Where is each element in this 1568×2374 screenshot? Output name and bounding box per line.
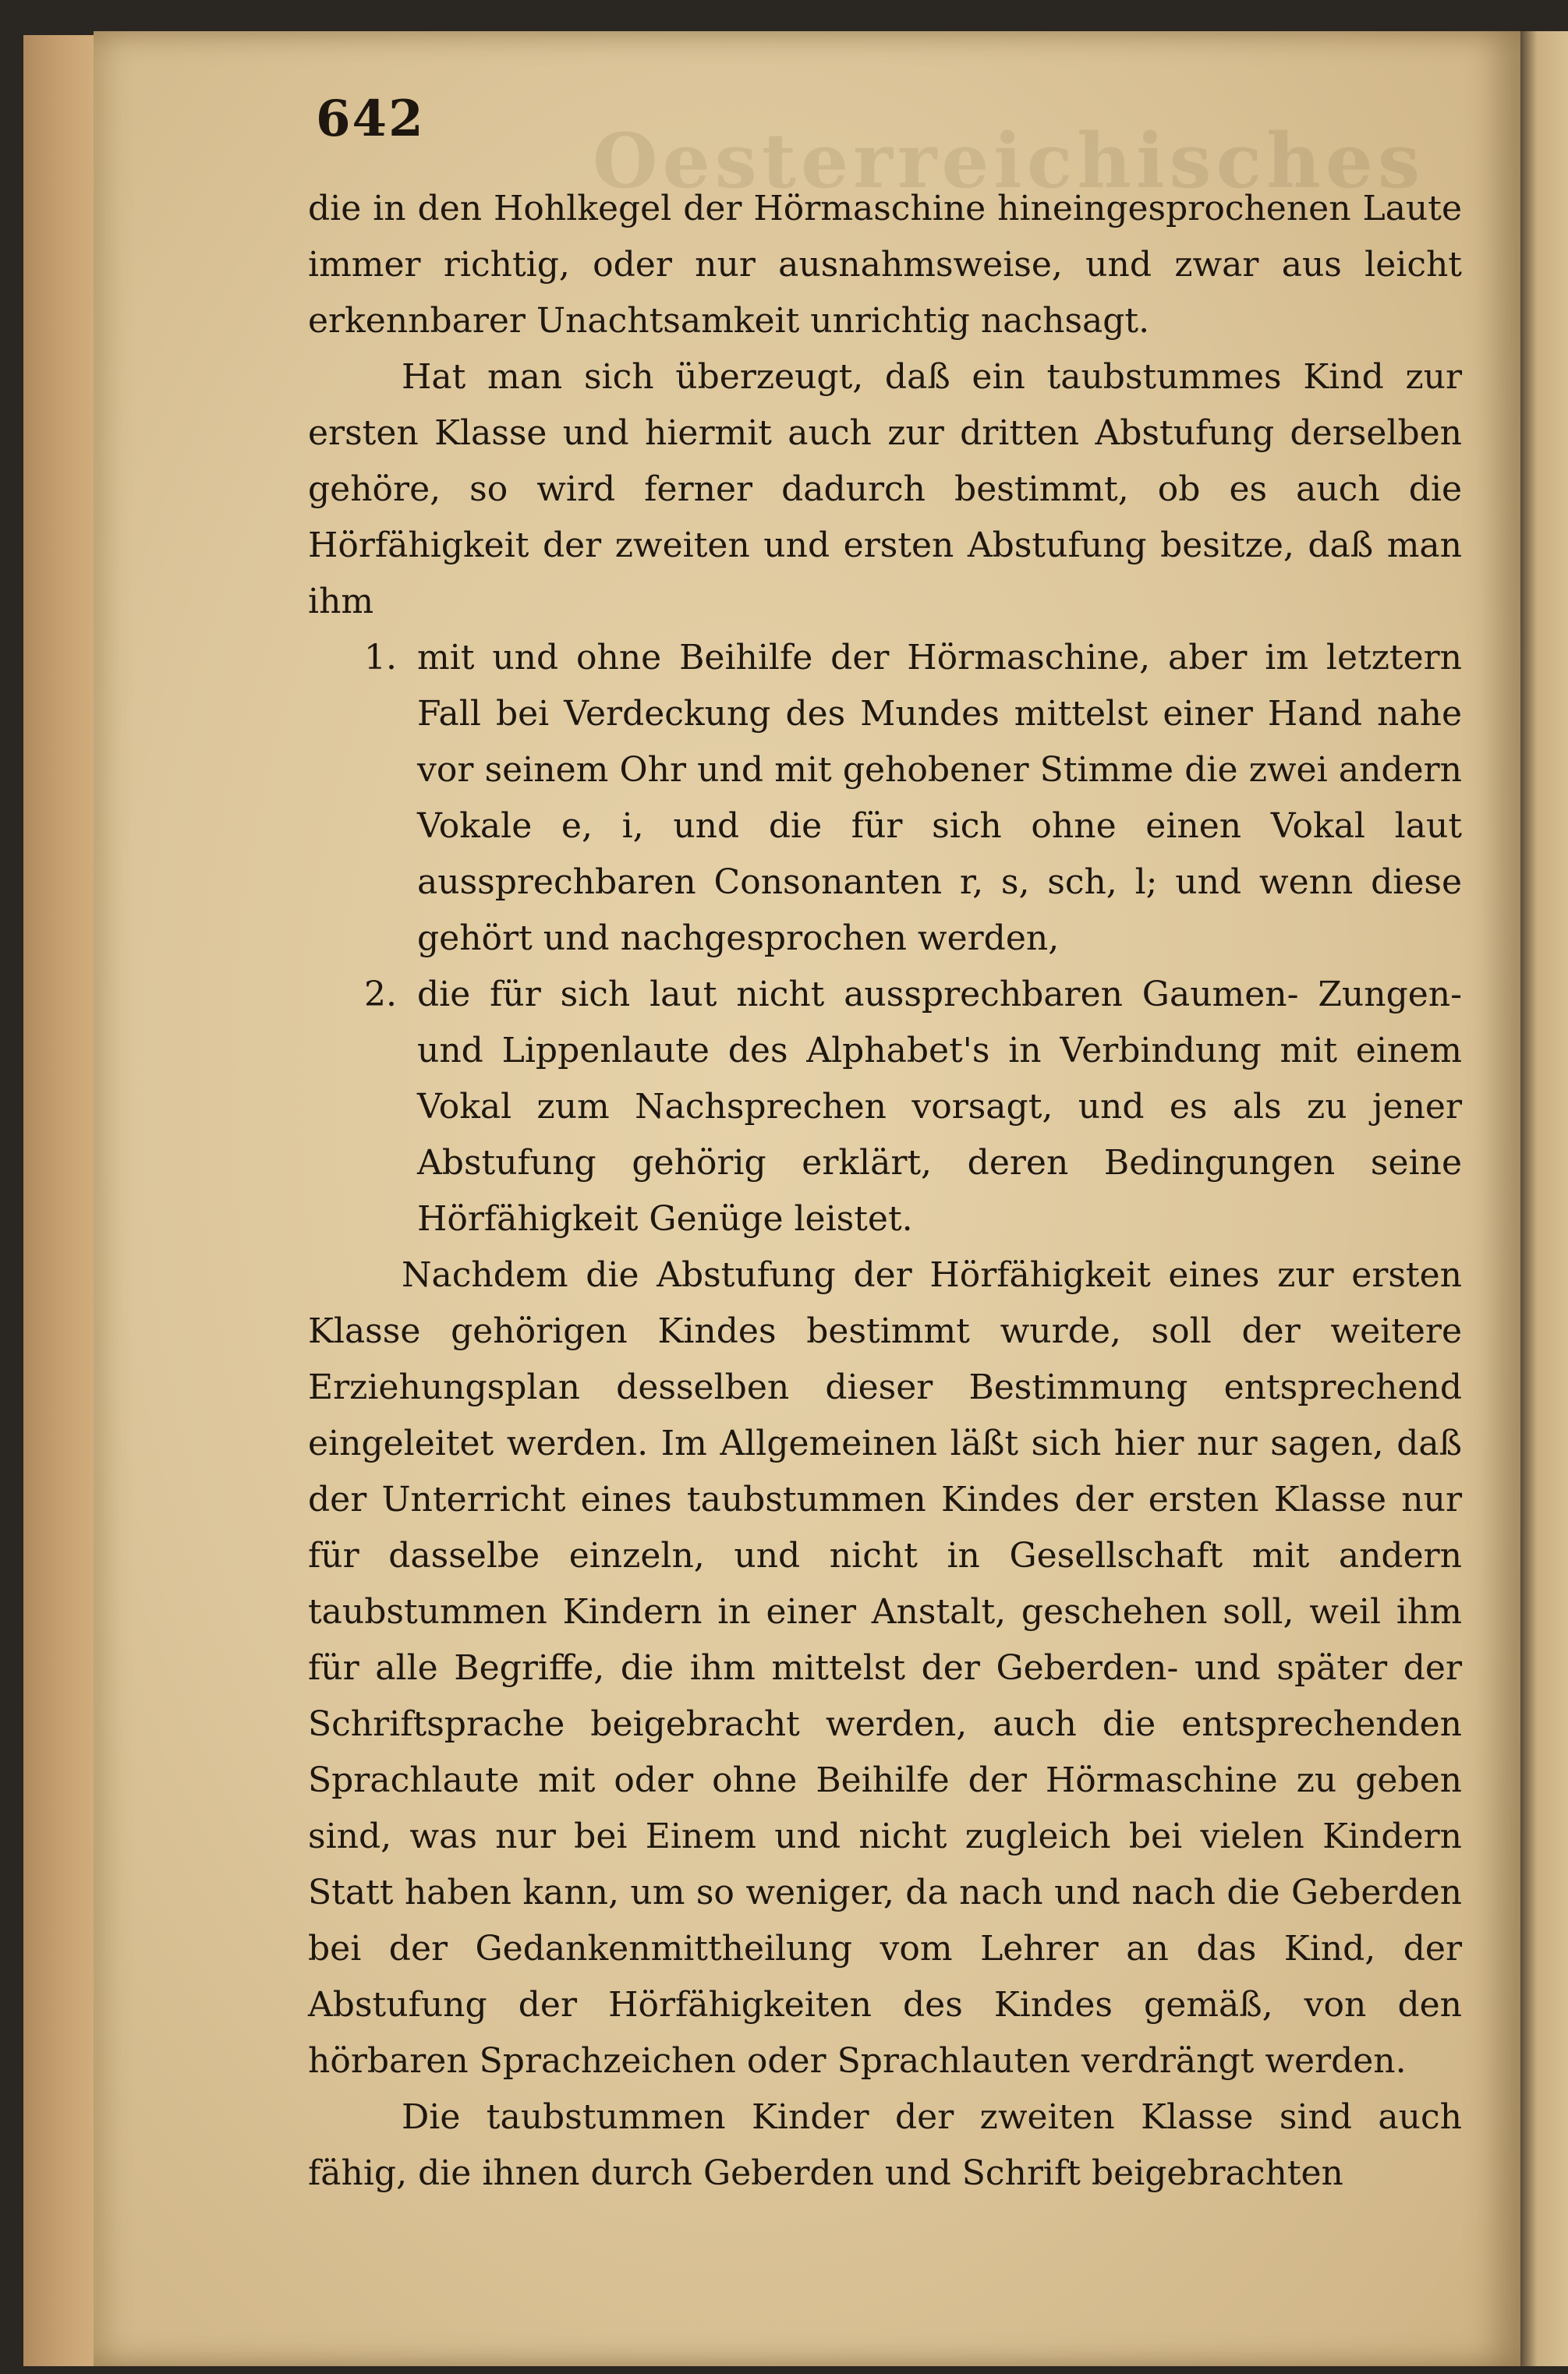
paragraph-1: die in den Hohlkegel der Hörmaschine hineingesprochenen Laute immer richtig, oder nur ausnahmsweise, und zwar aus leicht erkennbarer Unachtsamkeit unrichtig nachsagt. bbox=[308, 189, 1462, 341]
paragraph-3: Nachdem die Abstufung der Hörfähigkeit eines zur ersten Klasse gehörigen Kindes bestimmt wurde, soll der weitere Erziehungsplan desselben dieser Bestimmung entsprechend eingeleitet werden. Im Allgemeinen läßt sich hier nur sagen, daß der Unterricht eines taubstummen Kindes der ersten Klasse nur für dasselbe einzeln, und nicht in Gesellschaft mit andern taubstummen Kindern in einer Anstalt, geschehen soll, weil ihm für alle Begriffe, die ihm mittelst der Geberden- und später der Schriftsprache beigebracht werden, auch die entsprechenden Sprachlaute mit oder ohne Beihilfe der Hörmaschine zu geben sind, was nur bei Einem und nicht zugleich bei vielen Kindern Statt haben kann, um so weniger, da nach und nach die Geberden bei der Gedankenmittheilung vom Lehrer an das Kind, der Abstufung der Hörfähigkeiten des Kindes gemäß, von den hörbaren Sprachzeichen oder Sprachlauten verdrängt werden. bbox=[308, 1255, 1462, 2081]
list-item-2 bbox=[308, 967, 1462, 1247]
list-item-1 bbox=[308, 630, 1462, 967]
list-text: mit und ohne Beihilfe der Hörmaschine, aber im letztern Fall bei Verdeckung des Mundes mittelst einer Hand nahe vor seinem Ohr und mit gehobener Stimme die zwei andern Vokale e, i, und die für sich ohne einen Vokal laut aussprechbaren Consonanten r, s, sch, l; und wenn diese gehört und nachgesprochen werden, bbox=[417, 638, 1462, 958]
bleed-through-header: Oesterreichisches bbox=[593, 117, 1425, 205]
paragraph-2: Hat man sich überzeugt, daß ein taubstummes Kind zur ersten Klasse und hiermit auch zur dritten Abstufung derselben gehöre, so wird ferner dadurch bestimmt, ob es auch die Hörfähigkeit der zweiten und ersten Abstufung besitze, daß man ihm bbox=[308, 357, 1462, 621]
body-text bbox=[308, 181, 1462, 2202]
paragraph-4: Die taubstummen Kinder der zweiten Klasse sind auch fähig, die ihnen durch Geberden und Schrift beigebrachten bbox=[308, 2097, 1462, 2193]
list-number: 2. bbox=[364, 975, 397, 1014]
page-number: 642 bbox=[316, 90, 425, 148]
list-text: die für sich laut nicht aussprechbaren Gaumen- Zungen- und Lippenlaute des Alphabet's in Verbindung mit einem Vokal zum Nachsprechen vorsagt, und es als zu jener Abstufung gehörig erklärt, deren Bedingungen seine Hörfähigkeit Genüge leistet. bbox=[417, 975, 1462, 1239]
book-gutter bbox=[1520, 31, 1568, 2366]
list-number: 1. bbox=[364, 638, 397, 678]
